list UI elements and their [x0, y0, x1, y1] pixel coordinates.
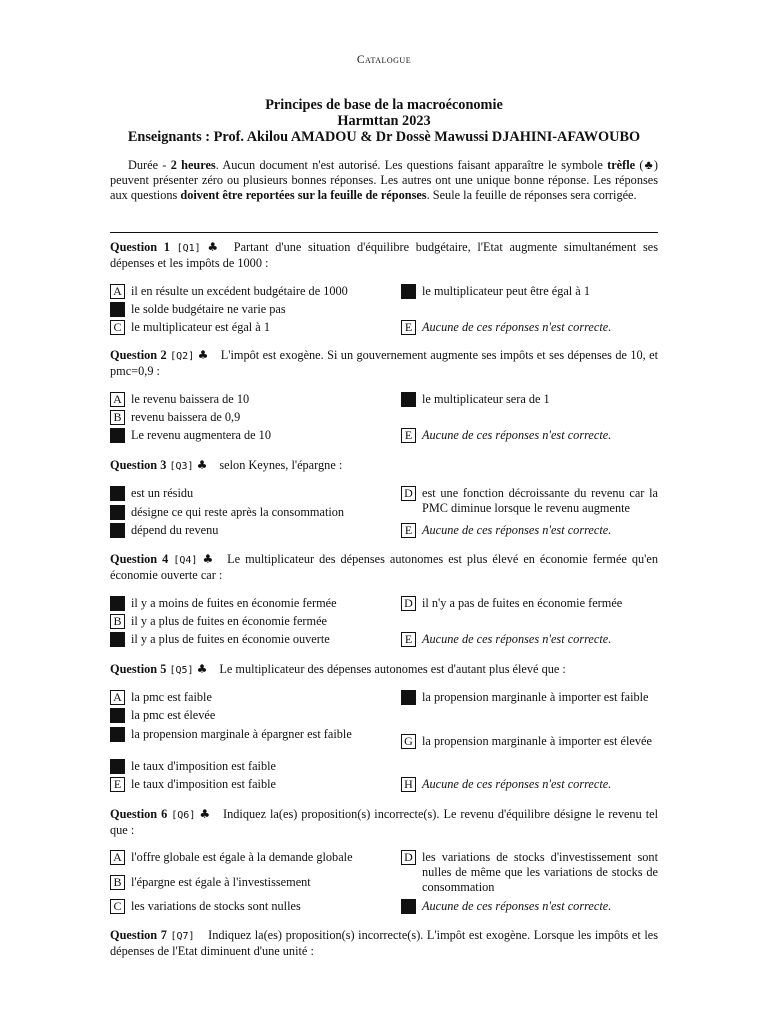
checkbox-filled[interactable]: C: [110, 632, 125, 647]
option-text: la propension marginanle à importer est faible: [422, 690, 649, 704]
answer-option-b[interactable]: [110, 875, 378, 890]
option-text: il n'y a pas de fuites en économie fermée: [422, 596, 623, 610]
option-text: la pmc est faible: [131, 690, 212, 704]
club-icon: ♣: [196, 662, 208, 676]
exam-title-block: [110, 97, 658, 145]
exam-subtitle: Harmttan 2023: [337, 113, 431, 129]
question-5: [110, 662, 658, 678]
question-label: Question 1: [110, 240, 170, 254]
exam-title: Principes de base de la macroéconomie: [265, 97, 503, 113]
answer-option-c[interactable]: [110, 899, 378, 914]
question-label: Question 5: [110, 662, 167, 676]
option-text: Aucune de ces réponses n'est correcte.: [422, 428, 612, 442]
answer-option-a[interactable]: [110, 486, 378, 501]
question-tag: [Q6]: [171, 810, 196, 821]
checkbox-letter[interactable]: E: [401, 320, 416, 335]
checkbox-filled[interactable]: E: [401, 899, 416, 914]
checkbox-filled[interactable]: B: [110, 302, 125, 317]
option-text: dépend du revenu: [131, 523, 219, 537]
exam-teachers: Enseignants : Prof. Akilou AMADOU & Dr Dossè Mawussi DJAHINI-AFAWOUBO: [127, 129, 641, 145]
option-text: il en résulte un excédent budgétaire de 1000: [131, 284, 348, 298]
checkbox-filled[interactable]: F: [401, 690, 416, 705]
question-label: Question 4: [110, 552, 169, 566]
answer-option-f[interactable]: [401, 690, 658, 705]
question-label: Question 6: [110, 807, 168, 821]
checkbox-letter[interactable]: E: [401, 523, 416, 538]
checkbox-letter[interactable]: C: [110, 320, 125, 335]
checkbox-filled[interactable]: D: [110, 759, 125, 774]
question-text: L'impôt est exogène. Si un gouvernement augmente ses impôts et ses dépenses de 10, et pmc=0,9 :: [110, 348, 659, 378]
answer-option-c[interactable]: [110, 320, 378, 335]
checkbox-letter[interactable]: B: [110, 410, 125, 425]
option-text: la propension marginale à épargner est faible: [131, 727, 352, 741]
option-text: Aucune de ces réponses n'est correcte.: [422, 777, 612, 791]
answer-option-a[interactable]: [110, 690, 378, 705]
exam-instructions: Durée - 2 heures. Aucun document n'est autorisé. Les questions faisant apparaître le symbole trèfle (♣) peuvent présenter zéro ou plusieurs bonnes réponses. Les autres ont une unique bonne réponse. Les réponses aux questions doivent être reportées sur la feuille de réponses. Seule la feuille de réponses sera corrigée.: [110, 158, 658, 202]
question-6: [110, 807, 658, 838]
answer-option-d[interactable]: [401, 486, 658, 516]
question-text: Le multiplicateur des dépenses autonomes est plus élevé en économie fermée qu'en économie ouverte car :: [110, 552, 659, 582]
question-3: [110, 458, 658, 474]
option-text: est un résidu: [131, 486, 194, 500]
checkbox-filled[interactable]: A: [110, 486, 125, 501]
option-text: Aucune de ces réponses n'est correcte.: [422, 320, 612, 334]
catalogue-header: [110, 53, 658, 68]
club-icon: ♣: [207, 240, 222, 254]
answer-option-b[interactable]: [110, 614, 378, 629]
answer-option-d[interactable]: [401, 392, 658, 407]
question-tag: [Q2]: [170, 351, 195, 362]
answer-option-e[interactable]: [401, 523, 658, 538]
answer-option-g[interactable]: [401, 734, 658, 749]
option-text: la propension marginanle à importer est élevée: [422, 734, 652, 748]
checkbox-letter[interactable]: A: [110, 690, 125, 705]
checkbox-letter[interactable]: A: [110, 284, 125, 299]
answer-option-a[interactable]: [110, 596, 378, 611]
checkbox-letter[interactable]: E: [110, 777, 125, 792]
question-text: Le multiplicateur des dépenses autonomes est d'autant plus élevé que :: [219, 662, 566, 676]
option-text: est une fonction décroissante du revenu car la PMC diminue lorsque le revenu augmente: [422, 486, 658, 515]
checkbox-letter[interactable]: B: [110, 614, 125, 629]
answer-option-e[interactable]: [401, 632, 658, 647]
checkbox-filled[interactable]: C: [110, 727, 125, 742]
answer-option-b[interactable]: [110, 708, 378, 723]
answer-option-e[interactable]: [110, 777, 378, 792]
option-text: le revenu baissera de 10: [131, 392, 250, 406]
question-label: Question 3: [110, 458, 167, 472]
option-text: la pmc est élevée: [131, 708, 216, 722]
option-text: Aucune de ces réponses n'est correcte.: [422, 523, 612, 537]
option-text: le taux d'imposition est faible: [131, 759, 276, 773]
option-text: le solde budgétaire ne varie pas: [131, 302, 286, 316]
option-text: il y a plus de fuites en économie fermée: [131, 614, 327, 628]
checkbox-filled[interactable]: B: [110, 708, 125, 723]
checkbox-letter[interactable]: H: [401, 777, 416, 792]
checkbox-filled[interactable]: C: [110, 523, 125, 538]
answer-option-d[interactable]: [401, 596, 658, 611]
answer-option-d[interactable]: [401, 284, 658, 299]
duration: 2 heures: [170, 158, 216, 172]
option-text: l'offre globale est égale à la demande globale: [131, 850, 353, 864]
club-icon: ♣: [196, 458, 208, 472]
question-2: [110, 348, 658, 379]
question-label: Question 2: [110, 348, 167, 362]
answer-option-c[interactable]: [110, 632, 378, 647]
question-4: [110, 552, 658, 583]
option-text: Aucune de ces réponses n'est correcte.: [422, 899, 612, 913]
checkbox-filled[interactable]: D: [401, 284, 416, 299]
question-label: Question 7: [110, 928, 167, 942]
answer-option-d[interactable]: [401, 850, 658, 895]
club-icon: ♣: [202, 552, 216, 566]
option-text: les variations de stocks d'investissement sont nulles de même que les variations de stocks de consommation: [422, 850, 658, 894]
checkbox-letter[interactable]: C: [110, 899, 125, 914]
answer-option-c[interactable]: [110, 523, 378, 538]
question-text: Partant d'une situation d'équilibre budgétaire, l'Etat augmente simultanément ses dépenses et les impôts de 1000 :: [110, 240, 659, 270]
checkbox-letter[interactable]: D: [401, 850, 416, 865]
answer-option-a[interactable]: [110, 392, 378, 407]
answer-option-d[interactable]: [110, 759, 378, 774]
answer-option-h[interactable]: [401, 777, 658, 792]
answer-option-b[interactable]: [110, 302, 378, 317]
checkbox-filled[interactable]: A: [110, 596, 125, 611]
option-text: le multiplicateur peut être égal à 1: [422, 284, 590, 298]
option-text: revenu baissera de 0,9: [131, 410, 241, 424]
answer-option-e[interactable]: [401, 320, 658, 335]
question-text: Indiquez la(es) proposition(s) incorrecte(s). L'impôt est exogène. Lorsque les impôts et les dépenses de l'Etat diminuent d'une unité :: [110, 928, 659, 958]
catalogue-label: Catalogue: [356, 54, 412, 66]
option-text: les variations de stocks sont nulles: [131, 899, 301, 913]
checkbox-letter[interactable]: B: [110, 875, 125, 890]
question-7: [110, 928, 658, 959]
checkbox-letter[interactable]: E: [401, 632, 416, 647]
checkbox-letter[interactable]: E: [401, 428, 416, 443]
option-text: l'épargne est égale à l'investissement: [131, 875, 311, 889]
option-text: désigne ce qui reste après la consommation: [131, 505, 345, 519]
checkbox-filled[interactable]: D: [401, 392, 416, 407]
checkbox-filled[interactable]: B: [110, 505, 125, 520]
question-tag: [Q4]: [173, 555, 198, 566]
option-text: Le revenu augmentera de 10: [131, 428, 271, 442]
question-tag: [Q5]: [169, 665, 194, 676]
answer-option-c[interactable]: [110, 428, 378, 443]
answer-option-e[interactable]: [401, 428, 658, 443]
question-text: Indiquez la(es) proposition(s) incorrecte(s). Le revenu d'équilibre désigne le revenu tel que :: [110, 807, 659, 837]
question-tag: [Q1]: [176, 243, 201, 254]
checkbox-letter[interactable]: G: [401, 734, 416, 749]
answer-option-c[interactable]: [110, 727, 378, 742]
question-1: [110, 240, 658, 271]
option-text: le multiplicateur est égal à 1: [131, 320, 270, 334]
question-tag: [Q3]: [169, 461, 194, 472]
answer-option-a[interactable]: [110, 284, 378, 299]
answer-option-e[interactable]: [401, 899, 658, 914]
checkbox-letter[interactable]: A: [110, 850, 125, 865]
divider-rule: [110, 232, 658, 233]
answer-option-b[interactable]: [110, 410, 378, 425]
question-text: selon Keynes, l'épargne :: [219, 458, 343, 472]
answer-option-b[interactable]: [110, 505, 378, 520]
club-icon: ♣: [199, 807, 212, 821]
club-icon: ♣: [197, 348, 209, 362]
option-text: le taux d'imposition est faible: [131, 777, 276, 791]
option-text: il y a moins de fuites en économie fermée: [131, 596, 337, 610]
checkbox-letter[interactable]: D: [401, 596, 416, 611]
checkbox-letter[interactable]: A: [110, 392, 125, 407]
option-text: Aucune de ces réponses n'est correcte.: [422, 632, 612, 646]
option-text: le multiplicateur sera de 1: [422, 392, 550, 406]
answer-option-a[interactable]: [110, 850, 378, 865]
question-tag: [Q7]: [170, 931, 195, 942]
checkbox-filled[interactable]: C: [110, 428, 125, 443]
option-text: il y a plus de fuites en économie ouverte: [131, 632, 330, 646]
checkbox-letter[interactable]: D: [401, 486, 416, 501]
